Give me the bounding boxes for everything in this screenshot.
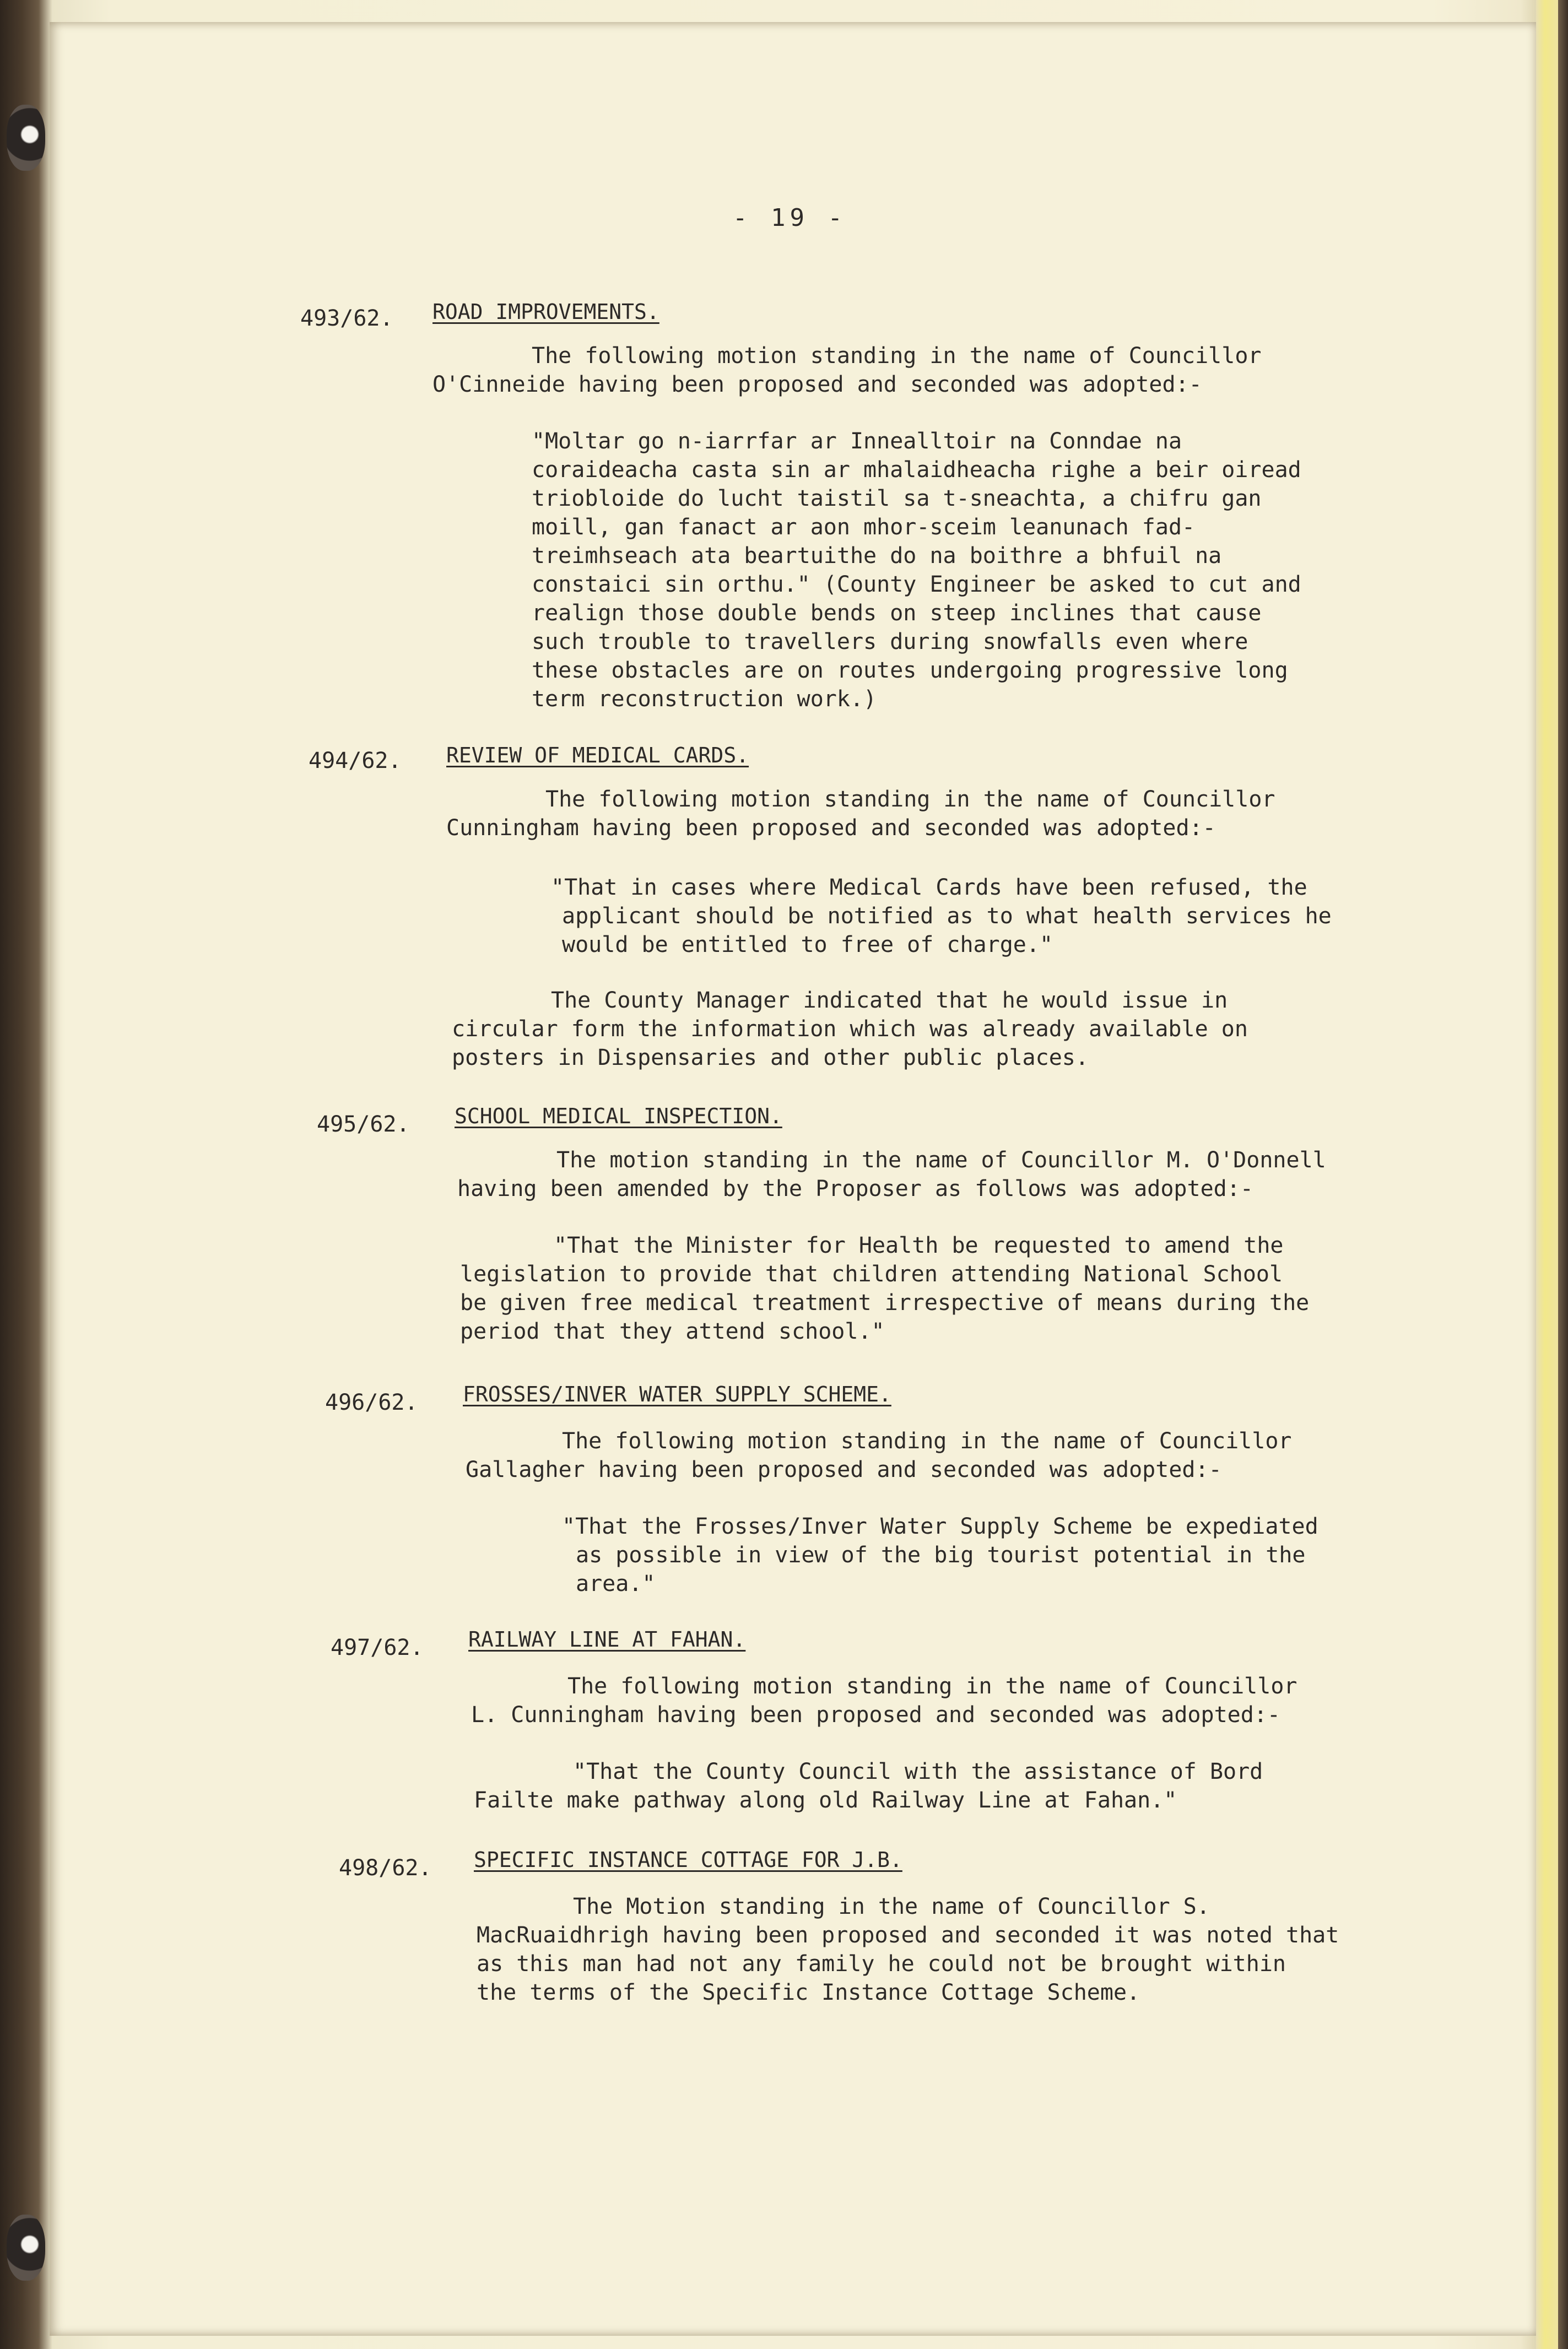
item-number: 496/62. xyxy=(325,1390,418,1415)
motion-quote xyxy=(532,427,1301,713)
item-number: 494/62. xyxy=(309,748,402,773)
item-heading: ROAD IMPROVEMENTS. xyxy=(432,300,659,324)
binder-ring-icon xyxy=(7,2215,45,2281)
text-line: "Moltar go n-iarrfar ar Innealltoir na Conndae na xyxy=(532,429,1182,454)
text-line: O'Cinneide having been proposed and seconded was adopted:- xyxy=(432,372,1202,397)
text-line: circular form the information which was already available on xyxy=(452,1016,1248,1042)
text-line: "That the Frosses/Inver Water Supply Scheme be expediated xyxy=(562,1514,1318,1539)
text-line: these obstacles are on routes undergoing progressive long xyxy=(532,658,1288,683)
item-number: 493/62. xyxy=(300,306,393,331)
motion-intro xyxy=(432,342,1262,399)
text-line: coraideacha casta sin ar mhalaidheacha righe a beir oiread xyxy=(532,457,1301,483)
binder-ring-icon xyxy=(7,105,45,171)
text-line: legislation to provide that children attending National School xyxy=(460,1262,1283,1287)
motion-intro xyxy=(466,1427,1292,1484)
text-line: posters in Dispensaries and other public places. xyxy=(452,1045,1089,1070)
text-line: Gallagher having been proposed and seconded was adopted:- xyxy=(466,1457,1222,1482)
item-heading: REVIEW OF MEDICAL CARDS. xyxy=(446,743,749,767)
text-line: The following motion standing in the name of Councillor xyxy=(545,787,1275,812)
text-line: applicant should be notified as to what health services he xyxy=(562,903,1332,929)
text-line: "That in cases where Medical Cards have been refused, the xyxy=(551,875,1307,900)
text-line: treimhseach ata beartuithe do na boithre a bhfuil na xyxy=(532,543,1222,569)
text-line: such trouble to travellers during snowfalls even where xyxy=(532,629,1248,654)
text-line: The County Manager indicated that he would issue in xyxy=(551,988,1228,1013)
text-line: term reconstruction work.) xyxy=(532,686,877,712)
motion-quote xyxy=(551,873,1332,959)
motion-quote xyxy=(460,1231,1309,1346)
text-line: L. Cunningham having been proposed and seconded was adopted:- xyxy=(471,1702,1281,1728)
page-number: - 19 - xyxy=(733,204,847,232)
text-line: having been amended by the Proposer as follows was adopted:- xyxy=(457,1176,1253,1201)
motion-intro xyxy=(457,1146,1326,1203)
text-line: area." xyxy=(576,1571,656,1596)
text-line: The following motion standing in the name of Councillor xyxy=(532,343,1262,369)
item-heading: SCHOOL MEDICAL INSPECTION. xyxy=(455,1104,782,1128)
item-heading: FROSSES/INVER WATER SUPPLY SCHEME. xyxy=(463,1382,891,1406)
item-number: 498/62. xyxy=(339,1855,432,1881)
page-edge xyxy=(1536,0,1558,2349)
motion-quote xyxy=(474,1757,1263,1815)
text-line: The following motion standing in the name of Councillor xyxy=(567,1674,1297,1699)
text-line: "That the Minister for Health be requested to amend the xyxy=(554,1233,1284,1258)
text-line: The Motion standing in the name of Councillor S. xyxy=(573,1894,1210,1919)
manager-note xyxy=(452,986,1248,1072)
text-line: Cunningham having been proposed and seconded was adopted:- xyxy=(446,815,1216,841)
text-line: constaici sin orthu." (County Engineer be asked to cut and xyxy=(532,572,1301,597)
text-line: The following motion standing in the name of Councillor xyxy=(562,1428,1292,1454)
text-line: would be entitled to free of charge." xyxy=(562,932,1053,957)
text-line: period that they attend school." xyxy=(460,1319,885,1344)
text-line: as possible in view of the big tourist potential in the xyxy=(576,1542,1306,1568)
item-heading: SPECIFIC INSTANCE COTTAGE FOR J.B. xyxy=(474,1848,902,1872)
text-line: be given free medical treatment irrespective of means during the xyxy=(460,1290,1310,1316)
text-line: Failte make pathway along old Railway Line at Fahan." xyxy=(474,1788,1177,1813)
text-line: "That the County Council with the assistance of Bord xyxy=(573,1759,1263,1784)
motion-quote xyxy=(562,1512,1318,1598)
text-line: as this man had not any family he could not be brought within xyxy=(477,1951,1286,1977)
text-line: moill, gan fanact ar aon mhor-sceim leanunach fad- xyxy=(532,515,1196,540)
text-line: triobloide do lucht taistil sa t-sneachta, a chifru gan xyxy=(532,486,1262,511)
text-line: the terms of the Specific Instance Cottage Scheme. xyxy=(477,1980,1140,2005)
item-number: 495/62. xyxy=(317,1112,410,1137)
item-number: 497/62. xyxy=(331,1635,424,1660)
text-line: The motion standing in the name of Councillor M. O'Donnell xyxy=(556,1148,1326,1173)
text-line: realign those double bends on steep inclines that cause xyxy=(532,600,1262,626)
text-line: MacRuaidhrigh having been proposed and seconded it was noted that xyxy=(477,1923,1339,1948)
item-heading: RAILWAY LINE AT FAHAN. xyxy=(468,1627,746,1652)
motion-intro xyxy=(477,1892,1339,2007)
motion-intro xyxy=(446,785,1275,842)
motion-intro xyxy=(471,1672,1297,1729)
